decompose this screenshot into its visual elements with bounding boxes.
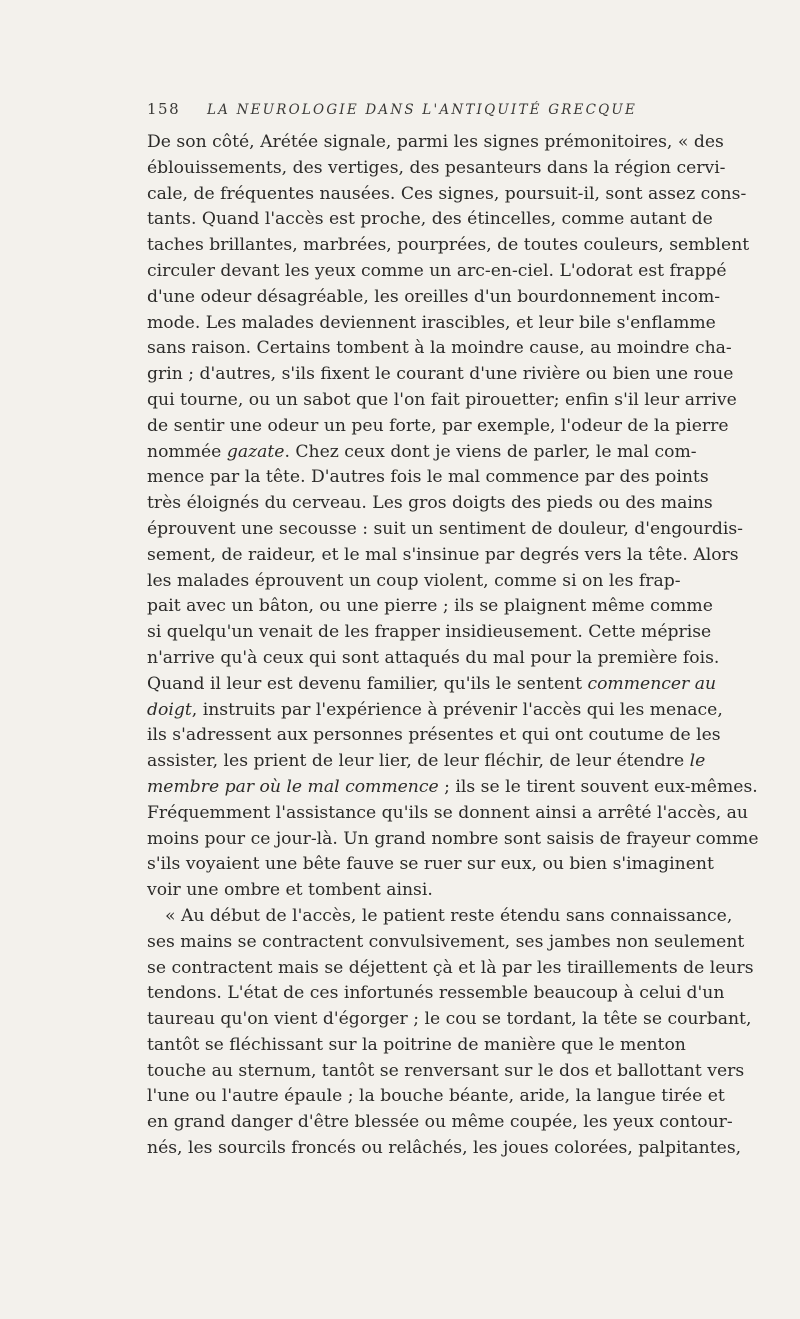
text-span: très éloignés du cerveau. Les gros doigts des pieds ou des mains (147, 493, 713, 514)
text-span: sement, de raideur, et le mal s'insinue par degrés vers la tête. Alors (147, 544, 739, 565)
text-line (147, 311, 716, 337)
italic-text: le (689, 751, 706, 772)
text-span: les malades éprouvent un coup violent, comme si on les frap- (147, 570, 681, 591)
text-span: qui tourne, ou un sabot que l'on fait pirouetter; enfin s'il leur arrive (147, 389, 737, 410)
text-span: nés, les sourcils froncés ou relâchés, les joues colorées, palpitantes, (147, 1138, 742, 1159)
text-span: Fréquemment l'assistance qu'ils se donnent ainsi a arrêté l'accès, au (147, 802, 748, 823)
text-line (147, 827, 759, 853)
text-line (147, 517, 743, 543)
text-span: ses mains se contractent convulsivement, ses jambes non seulement (147, 931, 745, 952)
text-line (147, 1136, 742, 1162)
running-title: LA NEUROLOGIE DANS L'ANTIQUITÉ GRECQUE (207, 102, 638, 118)
text-line (147, 981, 725, 1007)
text-span: éprouvent une secousse : suit un sentiment de douleur, d'engourdis- (147, 518, 743, 539)
text-span: de sentir une odeur un peu forte, par exemple, l'odeur de la pierre (147, 415, 729, 436)
text-line (147, 646, 720, 672)
text-span: ils s'adressent aux personnes présentes et qui ont coutume de les (147, 725, 721, 746)
text-line (147, 388, 737, 414)
text-span: taureau qu'on vient d'égorger ; le cou se tordant, la tête se courbant, (147, 1009, 752, 1030)
text-span: voir une ombre et tombent ainsi. (147, 880, 433, 901)
text-span: . Chez ceux dont je viens de parler, le mal com- (284, 441, 697, 462)
text-line (147, 569, 681, 595)
text-line (147, 1110, 733, 1136)
text-line (147, 1007, 752, 1033)
text-line (147, 1033, 686, 1059)
text-span: en grand danger d'être blessée ou même coupée, les yeux contour- (147, 1112, 733, 1133)
italic-text: membre par où le mal commence (147, 776, 439, 797)
text-span: taches brillantes, marbrées, pourprées, de toutes couleurs, semblent (147, 235, 750, 256)
text-span: d'une odeur désagréable, les oreilles d'un bourdonnement incom- (147, 286, 721, 307)
text-line (147, 336, 732, 362)
text-line (147, 285, 721, 311)
text-span: mode. Les malades deviennent irascibles, et leur bile s'enflamme (147, 312, 716, 333)
text-line (147, 749, 706, 775)
text-line (147, 620, 712, 646)
text-span: tants. Quand l'accès est proche, des étincelles, comme autant de (147, 209, 713, 230)
text-line (147, 672, 717, 698)
text-span: sans raison. Certains tombent à la moindre cause, au moindre cha- (147, 338, 732, 359)
page-header (147, 100, 667, 118)
text-span: assister, les prient de leur lier, de leur fléchir, de leur étendre (147, 751, 690, 772)
text-span: grin ; d'autres, s'ils fixent le courant d'une rivière ou bien une roue (147, 364, 734, 385)
text-span: ; ils se le tirent souvent eux-mêmes. (438, 776, 758, 797)
text-span: De son côté, Arétée signale, parmi les signes prémonitoires, « des (147, 132, 724, 152)
page-number: 158 (147, 100, 181, 118)
text-line (147, 233, 750, 259)
text-line (147, 852, 714, 878)
text-span: touche au sternum, tantôt se renversant sur le dos et ballottant vers (147, 1060, 745, 1081)
text-span: tantôt se fléchissant sur la poitrine de manière que le menton (147, 1034, 686, 1055)
italic-text: commencer au (587, 673, 717, 694)
text-line (147, 930, 745, 956)
body-text (147, 130, 759, 1162)
text-line (147, 1059, 745, 1085)
text-line (147, 904, 733, 930)
text-line (147, 414, 729, 440)
text-line (147, 698, 723, 724)
text-line (147, 362, 734, 388)
text-span: circuler devant les yeux comme un arc-en-ciel. L'odorat est frappé (147, 260, 727, 281)
text-line (147, 207, 713, 233)
text-line (147, 130, 724, 156)
text-line (147, 775, 758, 801)
text-line (147, 1084, 725, 1110)
text-line (147, 801, 748, 827)
italic-text: gazate (226, 441, 285, 462)
text-span: moins pour ce jour-là. Un grand nombre sont saisis de frayeur comme (147, 828, 759, 849)
text-span: mence par la tête. D'autres fois le mal commence par des points (147, 467, 709, 488)
text-line (147, 156, 726, 182)
text-line (147, 594, 713, 620)
text-line (147, 259, 727, 285)
text-line (147, 956, 754, 982)
text-line (147, 491, 713, 517)
text-line (147, 723, 721, 749)
text-span: n'arrive qu'à ceux qui sont attaqués du mal pour la première fois. (147, 647, 720, 668)
text-span: pait avec un bâton, ou une pierre ; ils se plaignent même comme (147, 596, 713, 617)
text-span: nommée (147, 441, 227, 462)
text-span: tendons. L'état de ces infortunés ressemble beaucoup à celui d'un (147, 983, 725, 1004)
text-line (147, 182, 747, 208)
text-line (147, 440, 697, 466)
text-line (147, 878, 654, 904)
text-span: cale, de fréquentes nausées. Ces signes, poursuit-il, sont assez cons- (147, 183, 747, 204)
text-line (147, 465, 709, 491)
text-span: se contractent mais se déjettent çà et là par les tiraillements de leurs (147, 957, 754, 978)
text-span: Quand il leur est devenu familier, qu'ils le sentent (147, 673, 588, 694)
text-span: éblouissements, des vertiges, des pesanteurs dans la région cervi- (147, 157, 726, 178)
text-span: s'ils voyaient une bête fauve se ruer sur eux, ou bien s'imaginent (147, 854, 714, 875)
text-span: , instruits par l'expérience à prévenir l'accès qui les menace, (191, 699, 723, 720)
text-span: si quelqu'un venait de les frapper insidieusement. Cette méprise (147, 622, 712, 643)
text-span: l'une ou l'autre épaule ; la bouche béante, aride, la langue tirée et (147, 1086, 725, 1107)
text-line (147, 543, 739, 569)
text-span: « Au début de l'accès, le patient reste étendu sans connaissance, (165, 905, 733, 926)
italic-text: doigt (147, 699, 192, 720)
